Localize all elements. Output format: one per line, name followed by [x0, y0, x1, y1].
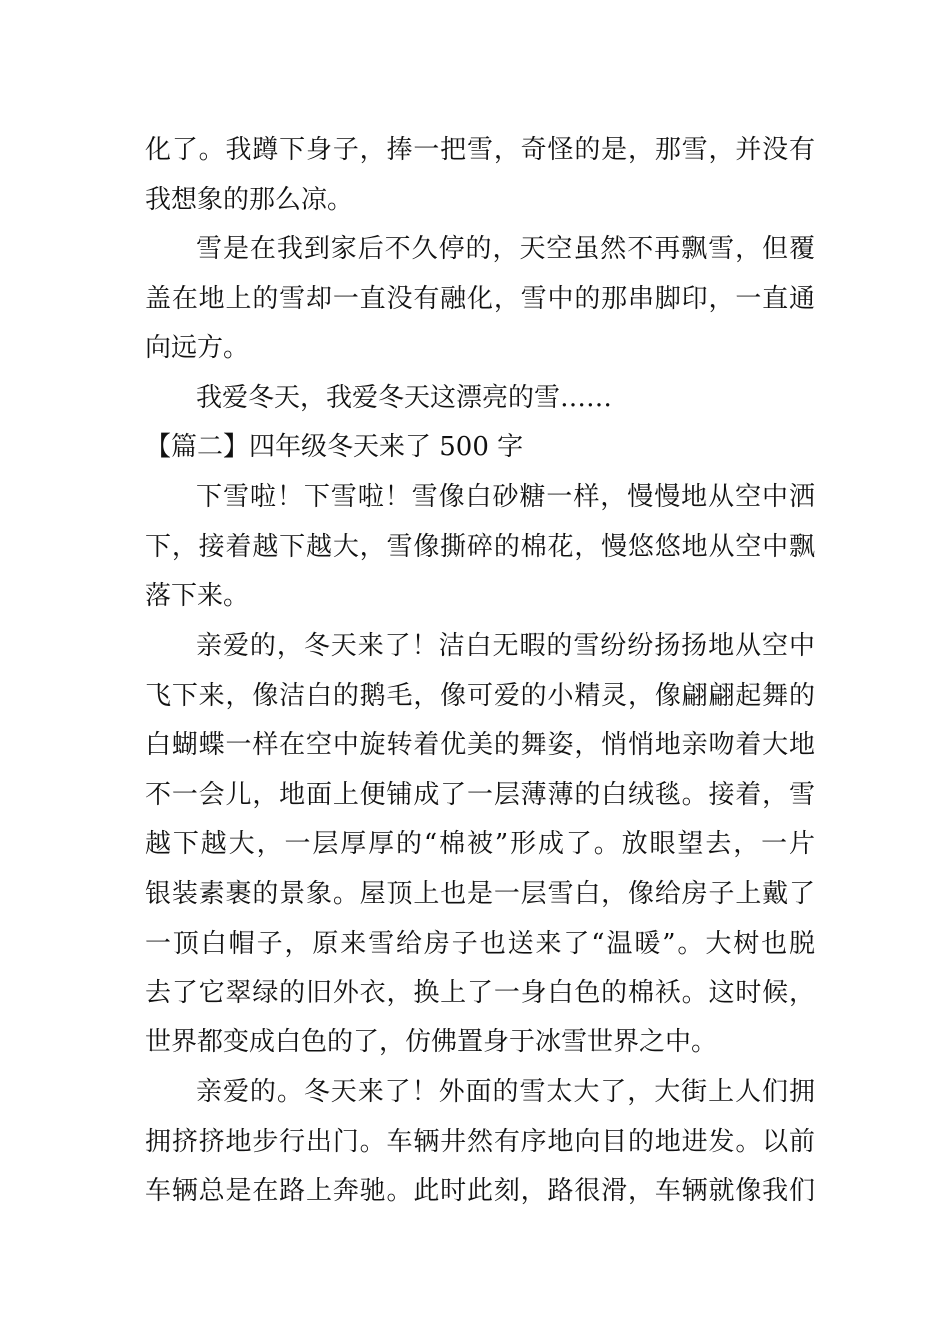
text-line: 亲爱的。冬天来了！外面的雪太大了，大街上人们拥: [196, 1077, 815, 1107]
text-line: 下，接着越下越大，雪像撕碎的棉花，慢悠悠地从空中飘: [145, 532, 815, 562]
text-line: 去了它翠绿的旧外衣，换上了一身白色的棉袄。这时候，: [145, 978, 815, 1008]
text-line: 银装素裹的景象。屋顶上也是一层雪白，像给房子上戴了: [145, 879, 815, 909]
text-line: 落下来。: [145, 581, 250, 611]
text-line: 飞下来，像洁白的鹅毛，像可爱的小精灵，像翩翩起舞的: [145, 681, 815, 711]
text-line: 一顶白帽子，原来雪给房子也送来了“温暖”。大树也脱: [145, 929, 815, 959]
text-line: 雪是在我到家后不久停的，天空虽然不再飘雪，但覆: [196, 234, 815, 264]
text-line: 不一会儿，地面上便铺成了一层薄薄的白绒毯。接着，雪: [145, 780, 815, 810]
text-line: 世界都变成白色的了，仿佛置身于冰雪世界之中。: [145, 1027, 718, 1057]
text-line: 拥挤挤地步行出门。车辆井然有序地向目的地进发。以前: [145, 1127, 815, 1157]
text-line: 下雪啦！下雪啦！雪像白砂糖一样，慢慢地从空中洒: [196, 482, 815, 512]
text-line: 向远方。: [145, 333, 250, 363]
text-line: 白蝴蝶一样在空中旋转着优美的舞姿，悄悄地亲吻着大地: [145, 730, 815, 760]
text-line: 盖在地上的雪却一直没有融化，雪中的那串脚印，一直通: [145, 284, 815, 314]
text-line: 越下越大，一层厚厚的“棉被”形成了。放眼望去，一片: [145, 829, 815, 859]
text-line: 化了。我蹲下身子，捧一把雪，奇怪的是，那雪，并没有: [145, 135, 815, 165]
text-line: 亲爱的，冬天来了！洁白无暇的雪纷纷扬扬地从空中: [196, 631, 815, 661]
text-line: 车辆总是在路上奔驰。此时此刻，路很滑，车辆就像我们: [145, 1176, 815, 1206]
section-heading: 【篇二】四年级冬天来了 500 字: [145, 432, 524, 462]
text-line: 我爱冬天，我爱冬天这漂亮的雪……: [196, 383, 613, 413]
text-line: 我想象的那么凉。: [145, 185, 354, 215]
